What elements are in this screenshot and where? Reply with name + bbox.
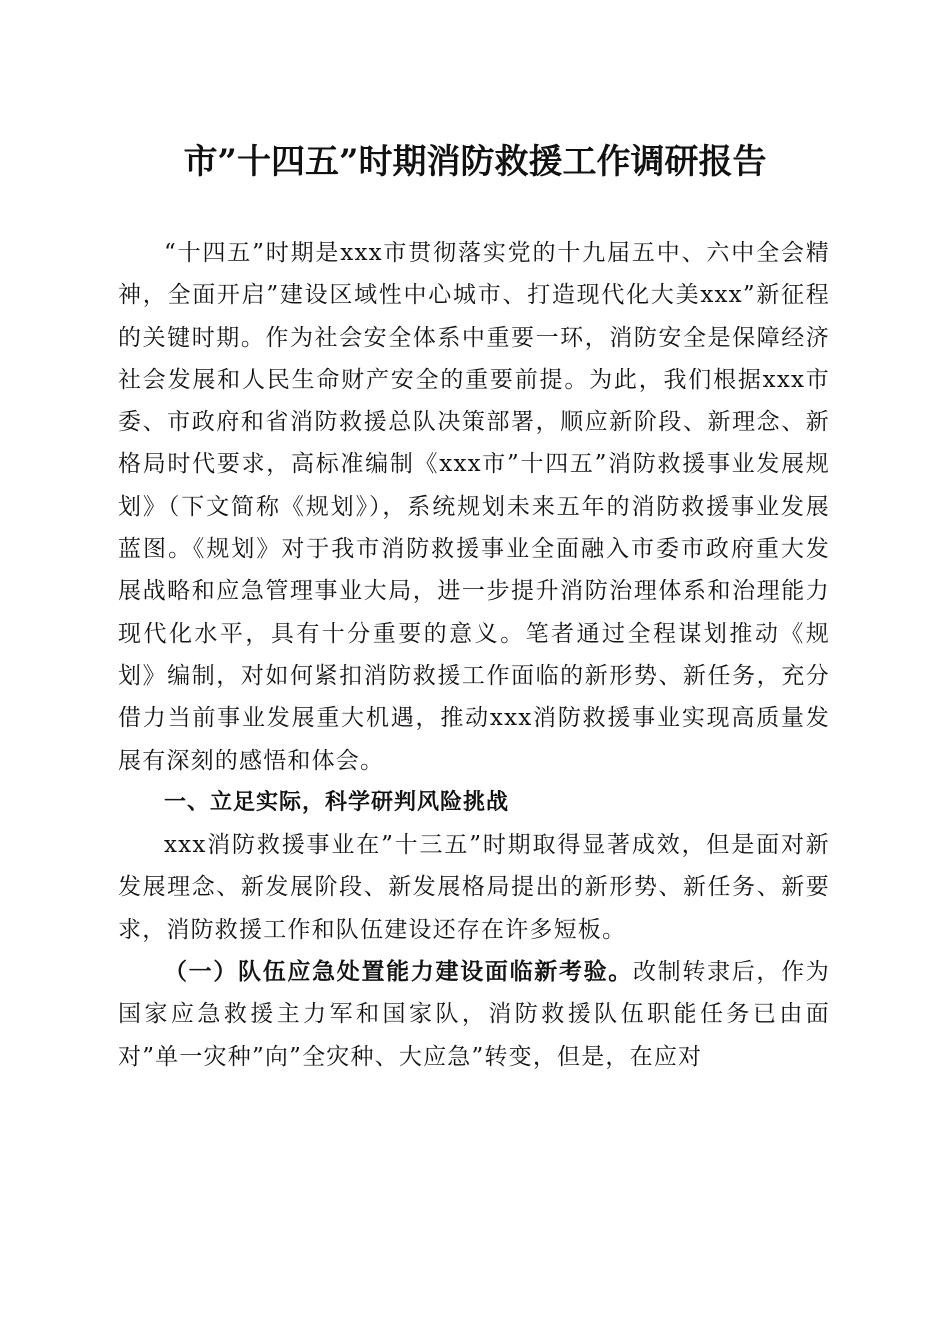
document-body <box>118 232 830 1078</box>
subsection-1-text: 改制转隶后，作为国家应急救援主力军和国家队，消防救援队伍职能任务已由面对”单一灾种”向”全灾种、大应急”转变，但是，在应对 <box>118 959 830 1070</box>
subsection-1-paragraph <box>118 951 830 1078</box>
document-title: 市”十四五”时期消防救援工作调研报告 <box>183 142 767 182</box>
intro-paragraph: “十四五”时期是xxx市贯彻落实党的十九届五中、六中全会精神，全面开启”建设区域性中心城市、打造现代化大美xxx”新征程的关键时期。作为社会安全体系中重要一环，消防安全是保障经济社会发展和人民生命财产安全的重要前提。为此，我们根据xxx市委、市政府和省消防救援总队决策部署，顺应新阶段、新理念、新格局时代要求，高标准编制《xxx市”十四五”消防救援事业发展规划》（下文简称《规划》），系统规划未来五年的消防救援事业发展蓝图。《规划》对于我市消防救援事业全面融入市委市政府重大发展战略和应急管理事业大局，进一步提升消防治理体系和治理能力现代化水平，具有十分重要的意义。笔者通过全程谋划推动《规划》编制，对如何紧扣消防救援工作面临的新形势、新任务，充分借力当前事业发展重大机遇，推动xxx消防救援事业实现高质量发展有深刻的感悟和体会。 <box>118 240 830 774</box>
section-1-paragraph: xxx消防救援事业在”十三五”时期取得显著成效，但是面对新发展理念、新发展阶段、新发展格局提出的新形势、新任务、新要求，消防救援工作和队伍建设还存在许多短板。 <box>118 832 830 943</box>
subsection-1-lead: （一）队伍应急处置能力建设面临新考验。 <box>164 958 633 986</box>
section-heading-1: 一、立足实际，科学研判风险挑战 <box>164 789 510 815</box>
